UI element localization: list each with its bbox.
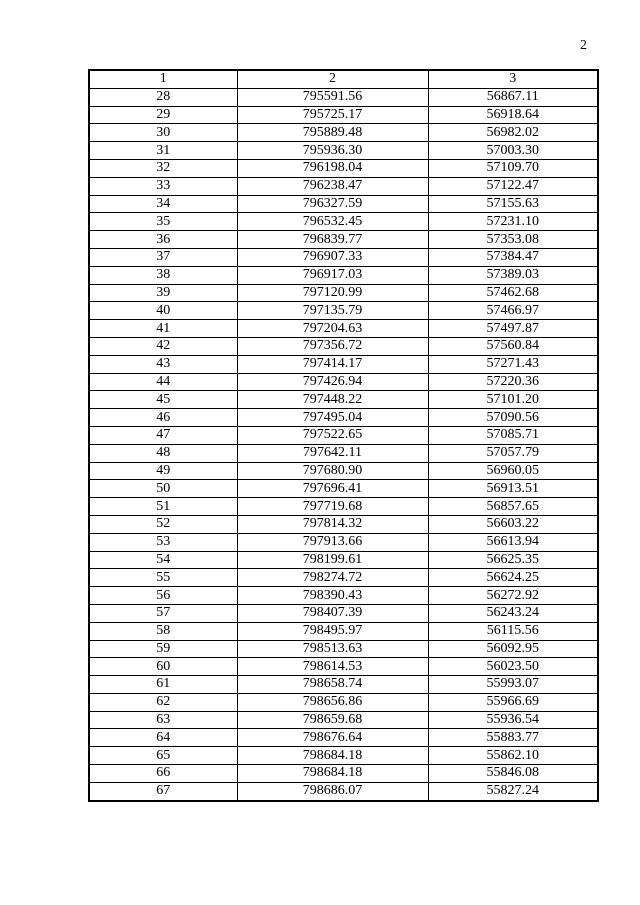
y-coordinate-cell: 57057.79	[428, 444, 598, 462]
point-number-cell: 49	[89, 462, 237, 480]
point-number-cell: 48	[89, 444, 237, 462]
y-coordinate-cell: 57384.47	[428, 248, 598, 266]
table-row	[89, 124, 598, 142]
table-row	[89, 284, 598, 302]
y-coordinate-cell: 56243.24	[428, 604, 598, 622]
x-coordinate-cell: 798495.97	[237, 622, 428, 640]
y-coordinate-cell: 55862.10	[428, 747, 598, 765]
x-coordinate-cell: 798659.68	[237, 711, 428, 729]
y-coordinate-cell: 57271.43	[428, 355, 598, 373]
y-coordinate-cell: 57109.70	[428, 159, 598, 177]
point-number-cell: 61	[89, 676, 237, 694]
x-coordinate-cell: 797426.94	[237, 373, 428, 391]
y-coordinate-cell: 57466.97	[428, 302, 598, 320]
x-coordinate-cell: 798199.61	[237, 551, 428, 569]
point-number-cell: 58	[89, 622, 237, 640]
x-coordinate-cell: 798407.39	[237, 604, 428, 622]
y-coordinate-cell: 56613.94	[428, 533, 598, 551]
point-number-cell: 50	[89, 480, 237, 498]
y-coordinate-cell: 57122.47	[428, 177, 598, 195]
table-row	[89, 587, 598, 605]
x-coordinate-cell: 798684.18	[237, 747, 428, 765]
column-header-2: 2	[237, 70, 428, 88]
x-coordinate-cell: 797522.65	[237, 426, 428, 444]
x-coordinate-cell: 797120.99	[237, 284, 428, 302]
y-coordinate-cell: 56857.65	[428, 498, 598, 516]
y-coordinate-cell: 55993.07	[428, 676, 598, 694]
y-coordinate-cell: 55966.69	[428, 693, 598, 711]
table-row	[89, 729, 598, 747]
y-coordinate-cell: 56867.11	[428, 88, 598, 106]
table-row	[89, 142, 598, 160]
x-coordinate-cell: 798676.64	[237, 729, 428, 747]
point-number-cell: 59	[89, 640, 237, 658]
point-number-cell: 66	[89, 765, 237, 783]
point-number-cell: 34	[89, 195, 237, 213]
x-coordinate-cell: 795936.30	[237, 142, 428, 160]
x-coordinate-cell: 797448.22	[237, 391, 428, 409]
x-coordinate-cell: 798658.74	[237, 676, 428, 694]
y-coordinate-cell: 57220.36	[428, 373, 598, 391]
table-row	[89, 711, 598, 729]
table-row	[89, 658, 598, 676]
point-number-cell: 40	[89, 302, 237, 320]
table-row	[89, 88, 598, 106]
y-coordinate-cell: 57155.63	[428, 195, 598, 213]
y-coordinate-cell: 56603.22	[428, 515, 598, 533]
y-coordinate-cell: 57497.87	[428, 320, 598, 338]
y-coordinate-cell: 57462.68	[428, 284, 598, 302]
table-row	[89, 302, 598, 320]
y-coordinate-cell: 57085.71	[428, 426, 598, 444]
y-coordinate-cell: 56913.51	[428, 480, 598, 498]
x-coordinate-cell: 797814.32	[237, 515, 428, 533]
y-coordinate-cell: 56918.64	[428, 106, 598, 124]
x-coordinate-cell: 797204.63	[237, 320, 428, 338]
x-coordinate-cell: 798656.86	[237, 693, 428, 711]
point-number-cell: 57	[89, 604, 237, 622]
point-number-cell: 31	[89, 142, 237, 160]
y-coordinate-cell: 56960.05	[428, 462, 598, 480]
x-coordinate-cell: 797414.17	[237, 355, 428, 373]
table-row	[89, 747, 598, 765]
table-row	[89, 355, 598, 373]
x-coordinate-cell: 797719.68	[237, 498, 428, 516]
table-row	[89, 498, 598, 516]
table-row	[89, 106, 598, 124]
table-row	[89, 515, 598, 533]
table-row	[89, 159, 598, 177]
x-coordinate-cell: 798684.18	[237, 765, 428, 783]
y-coordinate-cell: 55883.77	[428, 729, 598, 747]
table-row	[89, 320, 598, 338]
table-row	[89, 676, 598, 694]
y-coordinate-cell: 57090.56	[428, 409, 598, 427]
table-row	[89, 604, 598, 622]
point-number-cell: 36	[89, 231, 237, 249]
table-row	[89, 444, 598, 462]
point-number-cell: 67	[89, 782, 237, 800]
point-number-cell: 56	[89, 587, 237, 605]
y-coordinate-cell: 57353.08	[428, 231, 598, 249]
x-coordinate-cell: 796917.03	[237, 266, 428, 284]
y-coordinate-cell: 57231.10	[428, 213, 598, 231]
point-number-cell: 63	[89, 711, 237, 729]
y-coordinate-cell: 56982.02	[428, 124, 598, 142]
point-number-cell: 32	[89, 159, 237, 177]
point-number-cell: 35	[89, 213, 237, 231]
table-row	[89, 373, 598, 391]
x-coordinate-cell: 795591.56	[237, 88, 428, 106]
table-row	[89, 622, 598, 640]
point-number-cell: 37	[89, 248, 237, 266]
point-number-cell: 42	[89, 337, 237, 355]
y-coordinate-cell: 55846.08	[428, 765, 598, 783]
point-number-cell: 46	[89, 409, 237, 427]
table-row	[89, 462, 598, 480]
x-coordinate-cell: 796907.33	[237, 248, 428, 266]
point-number-cell: 47	[89, 426, 237, 444]
table-row	[89, 195, 598, 213]
table-row	[89, 409, 598, 427]
point-number-cell: 54	[89, 551, 237, 569]
x-coordinate-cell: 796327.59	[237, 195, 428, 213]
table-row	[89, 248, 598, 266]
table-row	[89, 782, 598, 800]
y-coordinate-cell: 55827.24	[428, 782, 598, 800]
table-row	[89, 533, 598, 551]
point-number-cell: 55	[89, 569, 237, 587]
x-coordinate-cell: 796238.47	[237, 177, 428, 195]
point-number-cell: 28	[89, 88, 237, 106]
table-row	[89, 765, 598, 783]
table-row	[89, 569, 598, 587]
point-number-cell: 60	[89, 658, 237, 676]
y-coordinate-cell: 56624.25	[428, 569, 598, 587]
table-row	[89, 231, 598, 249]
y-coordinate-cell: 56092.95	[428, 640, 598, 658]
table-row	[89, 266, 598, 284]
point-number-cell: 52	[89, 515, 237, 533]
x-coordinate-cell: 796532.45	[237, 213, 428, 231]
table-row	[89, 213, 598, 231]
point-number-cell: 39	[89, 284, 237, 302]
x-coordinate-cell: 798513.63	[237, 640, 428, 658]
x-coordinate-cell: 797135.79	[237, 302, 428, 320]
y-coordinate-cell: 56115.56	[428, 622, 598, 640]
x-coordinate-cell: 797680.90	[237, 462, 428, 480]
y-coordinate-cell: 56625.35	[428, 551, 598, 569]
page-number: 2	[580, 38, 587, 53]
column-header-3: 3	[428, 70, 598, 88]
point-number-cell: 64	[89, 729, 237, 747]
table-body	[89, 88, 598, 800]
x-coordinate-cell: 796198.04	[237, 159, 428, 177]
table-row	[89, 480, 598, 498]
y-coordinate-cell: 57003.30	[428, 142, 598, 160]
coordinates-table	[88, 69, 599, 802]
x-coordinate-cell: 798390.43	[237, 587, 428, 605]
point-number-cell: 38	[89, 266, 237, 284]
x-coordinate-cell: 795725.17	[237, 106, 428, 124]
x-coordinate-cell: 798614.53	[237, 658, 428, 676]
x-coordinate-cell: 796839.77	[237, 231, 428, 249]
point-number-cell: 51	[89, 498, 237, 516]
table-row	[89, 551, 598, 569]
x-coordinate-cell: 797642.11	[237, 444, 428, 462]
x-coordinate-cell: 798686.07	[237, 782, 428, 800]
point-number-cell: 43	[89, 355, 237, 373]
table-row	[89, 391, 598, 409]
point-number-cell: 45	[89, 391, 237, 409]
table-row	[89, 337, 598, 355]
x-coordinate-cell: 795889.48	[237, 124, 428, 142]
point-number-cell: 65	[89, 747, 237, 765]
point-number-cell: 53	[89, 533, 237, 551]
x-coordinate-cell: 797356.72	[237, 337, 428, 355]
column-header-1: 1	[89, 70, 237, 88]
point-number-cell: 33	[89, 177, 237, 195]
point-number-cell: 44	[89, 373, 237, 391]
point-number-cell: 62	[89, 693, 237, 711]
point-number-cell: 41	[89, 320, 237, 338]
table-row	[89, 640, 598, 658]
table-row	[89, 177, 598, 195]
table-row	[89, 426, 598, 444]
x-coordinate-cell: 797696.41	[237, 480, 428, 498]
y-coordinate-cell: 56272.92	[428, 587, 598, 605]
y-coordinate-cell: 57560.84	[428, 337, 598, 355]
x-coordinate-cell: 798274.72	[237, 569, 428, 587]
table-row	[89, 693, 598, 711]
point-number-cell: 30	[89, 124, 237, 142]
y-coordinate-cell: 56023.50	[428, 658, 598, 676]
x-coordinate-cell: 797913.66	[237, 533, 428, 551]
table-header-row	[89, 70, 598, 88]
point-number-cell: 29	[89, 106, 237, 124]
y-coordinate-cell: 57101.20	[428, 391, 598, 409]
y-coordinate-cell: 57389.03	[428, 266, 598, 284]
x-coordinate-cell: 797495.04	[237, 409, 428, 427]
y-coordinate-cell: 55936.54	[428, 711, 598, 729]
